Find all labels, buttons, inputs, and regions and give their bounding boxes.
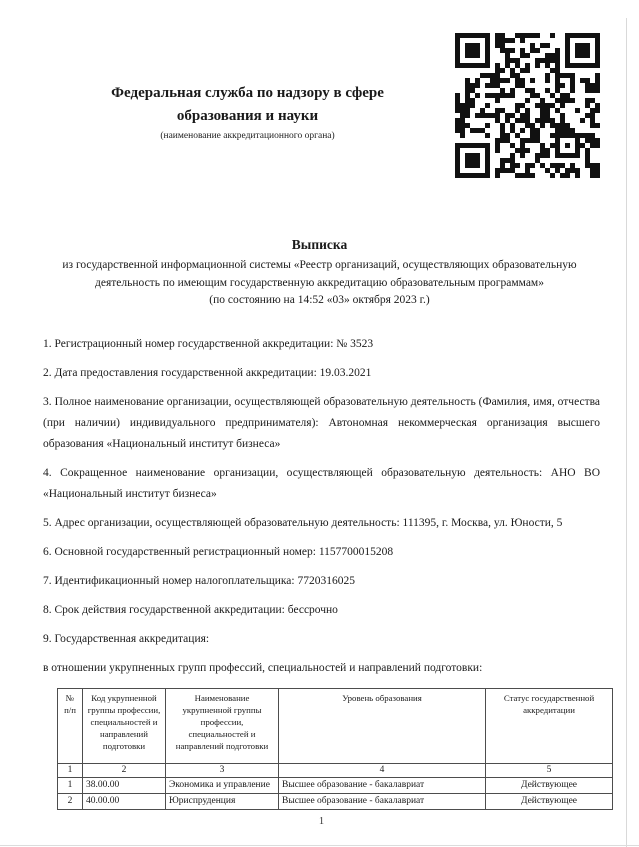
col-header-accreditation-status: Статус государственной аккредитации [486,688,613,763]
cell-group-name: Юриспруденция [166,793,279,809]
page-number: 1 [318,815,325,827]
paragraph-ogrn: 6. Основной государственный регистрационный номер: 1157700015208 [43,545,394,558]
cell-index: 1 [58,777,83,793]
col-header-group-name: Наименование укрупненной группы профессии, специальностей и направлений подготовки [166,688,279,763]
document-body [43,334,600,827]
table-row [58,793,613,809]
table-row [58,777,613,793]
column-number: 2 [83,763,166,777]
paragraph-address: 5. Адрес организации, осуществляющей образовательную деятельность: 111395, г. Москва, ул. Юности, 5 [43,516,563,529]
scan-page-edge-bottom [0,845,639,846]
column-number: 3 [166,763,279,777]
col-header-group-code: Код укрупненной группы профессии, специальностей и направлений подготовки [83,688,166,763]
col-header-education-level: Уровень образования [279,688,486,763]
document-header [0,0,639,178]
cell-accreditation-status: Действующее [486,793,613,809]
qr-code [455,33,600,178]
table-header-row [58,688,613,763]
extract-title-block [0,236,639,310]
cell-group-code: 38.00.00 [83,777,166,793]
cell-accreditation-status: Действующее [486,777,613,793]
paragraph-full-name: 3. Полное наименование организации, осуществляющей образовательную деятельность (Фамилия, имя, отчества (при наличии) индивидуального предпринимателя): Автономная некоммерческая организация высшего образования «Национальный институт бизнеса» [43,395,600,450]
accreditation-authority-block [40,0,455,142]
paragraph-short-name: 4. Сокращенное наименование организации, осуществляющей образовательную деятельность: АНО ВО «Национальный институт бизнеса» [43,466,600,500]
cell-education-level: Высшее образование - бакалавриат [279,777,486,793]
cell-index: 2 [58,793,83,809]
paragraph-reg-date: 2. Дата предоставления государственной аккредитации: 19.03.2021 [43,366,372,379]
paragraph-inn: 7. Идентификационный номер налогоплательщика: 7720316025 [43,574,355,587]
column-number: 5 [486,763,613,777]
qr-code-image [455,33,600,178]
extract-title: Выписка [291,237,348,252]
authority-note: (наименование аккредитационного органа) [160,131,335,141]
extract-date-line: (по состоянию на 14:52 «03» октября 2023 г.) [209,294,430,306]
authority-name: Федеральная служба по надзору в сфере образования и науки [111,85,384,124]
cell-group-name: Экономика и управление [166,777,279,793]
cell-group-code: 40.00.00 [83,793,166,809]
col-header-index: № п/п [58,688,83,763]
accreditation-table [57,688,613,810]
column-number-row [58,763,613,777]
scan-page-edge-right [626,18,627,847]
column-number: 1 [58,763,83,777]
paragraph-groups-intro: в отношении укрупненных групп профессий, специальностей и направлений подготовки: [43,661,483,674]
column-number: 4 [279,763,486,777]
paragraph-reg-number: 1. Регистрационный номер государственной аккредитации: № 3523 [43,337,374,350]
extract-subtitle: из государственной информационной системы «Реестр организаций, осуществляющих образовательную деятельность по имеющим государственную аккредитацию образовательным программам» [62,259,577,289]
paragraph-accreditation: 9. Государственная аккредитация: [43,632,210,645]
cell-education-level: Высшее образование - бакалавриат [279,793,486,809]
paragraph-validity: 8. Срок действия государственной аккредитации: бессрочно [43,603,338,616]
